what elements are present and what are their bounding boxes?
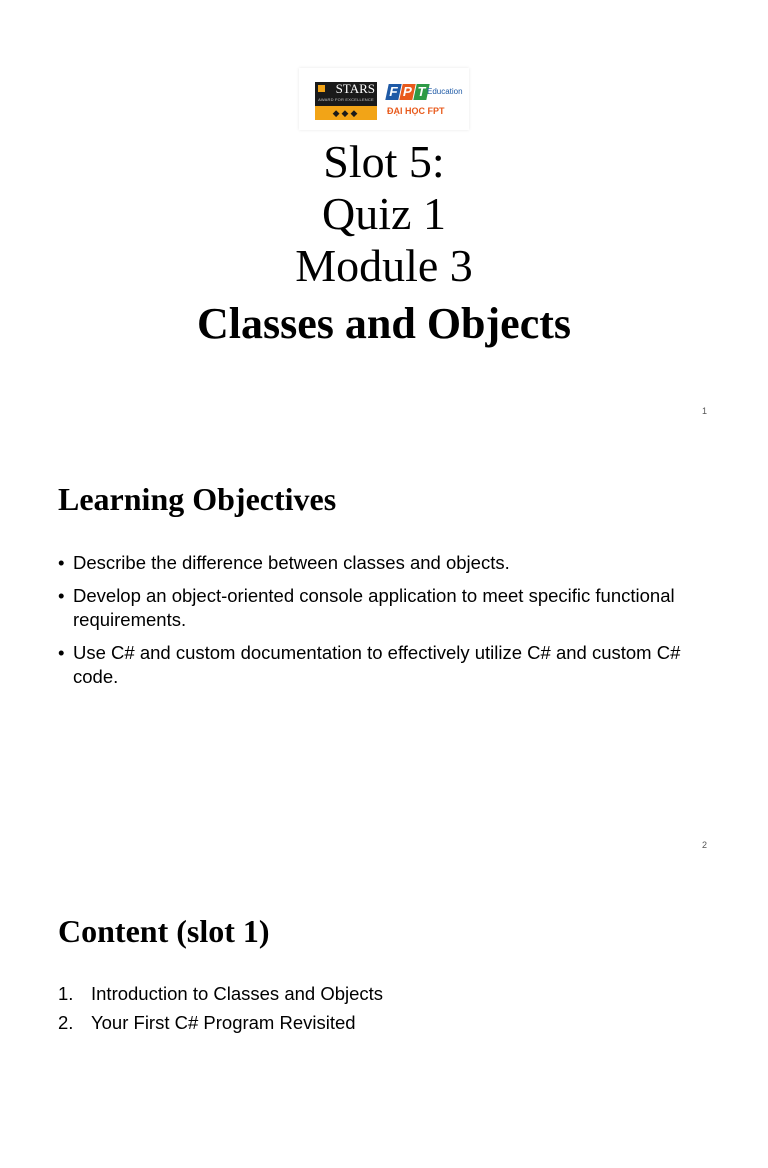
fpt-education-label: Education xyxy=(427,87,463,96)
content-list xyxy=(58,982,698,1039)
title-slide xyxy=(0,0,768,434)
objectives-slide xyxy=(0,434,768,868)
fpt-stars-logo xyxy=(299,68,469,130)
bullet-icon: • xyxy=(58,641,65,663)
fpt-university-label: ĐẠI HỌC FPT xyxy=(387,106,445,116)
bullet-icon: • xyxy=(58,552,65,573)
list-item xyxy=(58,982,698,1007)
page-number: 2 xyxy=(702,840,708,850)
list-item-number: 1. xyxy=(58,983,74,1004)
stars-marks: ◆◆◆ xyxy=(315,106,377,120)
content-slide xyxy=(0,868,768,1168)
list-item-text: Introduction to Classes and Objects xyxy=(91,983,384,1004)
slide-heading: Learning Objectives xyxy=(58,481,337,517)
slide-heading: Content (slot 1) xyxy=(58,913,270,949)
title-main: Classes and Objects xyxy=(196,299,572,348)
list-item xyxy=(58,641,698,690)
bullet-icon: • xyxy=(58,584,65,606)
fpt-letter-f: F xyxy=(385,84,401,100)
list-item xyxy=(58,584,698,633)
list-item-text: Your First C# Program Revisited xyxy=(91,1011,356,1033)
fpt-letter-t: T xyxy=(413,84,429,100)
objectives-list xyxy=(58,551,698,698)
stars-award-badge xyxy=(315,82,377,120)
fpt-logo-letters xyxy=(387,83,429,101)
list-item-text: Develop an object-oriented console application to meet specific functional requirements. xyxy=(73,584,675,630)
fpt-letter-p: P xyxy=(399,84,415,100)
title-line-quiz: Quiz 1 xyxy=(322,188,446,239)
list-item xyxy=(58,551,698,576)
title-line-module: Module 3 xyxy=(295,240,473,291)
stars-subtitle: AWARD FOR EXCELLENCE xyxy=(318,97,374,102)
list-item xyxy=(58,1011,698,1036)
list-item-text: Describe the difference between classes and objects. xyxy=(73,552,510,573)
page-number: 1 xyxy=(702,406,708,416)
list-item-text: Use C# and custom documentation to effectively utilize C# and custom C# code. xyxy=(73,641,681,687)
stars-text: STARS xyxy=(335,82,375,96)
list-item-number: 2. xyxy=(58,1011,74,1033)
title-line-slot: Slot 5: xyxy=(323,136,445,187)
